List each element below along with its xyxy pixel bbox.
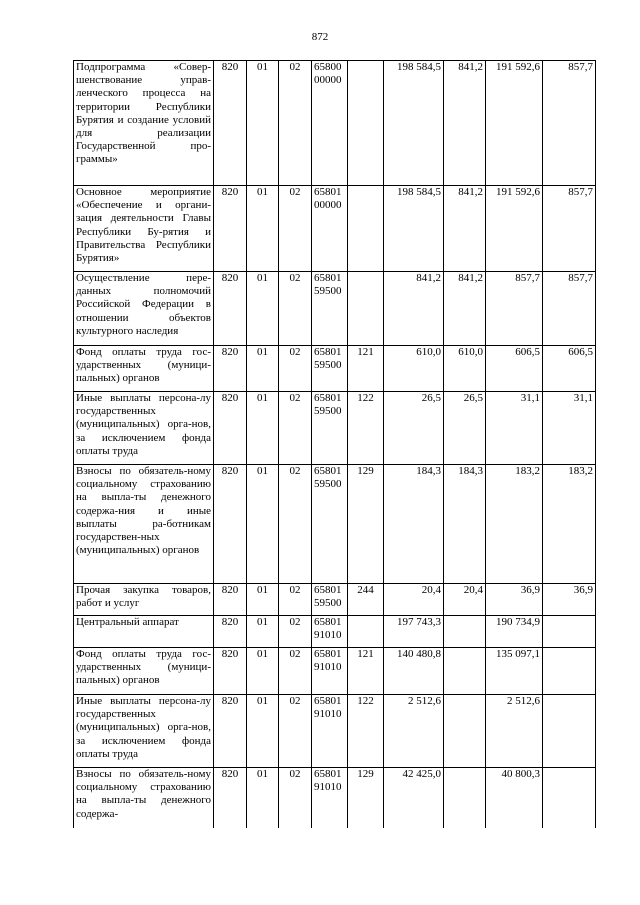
amount-3: 606,5 xyxy=(486,346,543,392)
subsection-code: 02 xyxy=(279,648,312,695)
ved-code: 820 xyxy=(214,392,247,465)
row-name: Подпрограмма «Совер-шенствование управ-ленческого процесса на территории Республики Бурятия и создание условий для реализации Государственной про-граммы» xyxy=(74,61,214,186)
amount-3: 36,9 xyxy=(486,584,543,616)
row-name: Фонд оплаты труда гос-ударственных (муници-пальных) органов xyxy=(74,648,214,695)
amount-3: 31,1 xyxy=(486,392,543,465)
expense-type-code xyxy=(348,272,384,346)
subsection-code: 02 xyxy=(279,346,312,392)
page-number: 872 xyxy=(311,31,329,43)
amount-4: 857,7 xyxy=(543,186,596,272)
amount-1: 184,3 xyxy=(384,465,444,584)
target-article-code: 65800 00000 xyxy=(312,61,348,186)
amount-1: 42 425,0 xyxy=(384,768,444,828)
target-article-code: 65801 91010 xyxy=(312,695,348,768)
amount-1: 140 480,8 xyxy=(384,648,444,695)
table-row xyxy=(74,61,596,186)
ved-code: 820 xyxy=(214,465,247,584)
section-code: 01 xyxy=(247,61,279,186)
ved-code: 820 xyxy=(214,768,247,828)
amount-4: 857,7 xyxy=(543,61,596,186)
amount-4 xyxy=(543,648,596,695)
amount-3: 191 592,6 xyxy=(486,186,543,272)
target-article-code: 65801 59500 xyxy=(312,392,348,465)
expense-type-code xyxy=(348,61,384,186)
row-name: Взносы по обязатель-ному социальному страхованию на выпла-ты денежного содержа-ния и иные выплаты ра-ботникам государствен-ных (муниципальных) органов xyxy=(74,465,214,584)
amount-3: 857,7 xyxy=(486,272,543,346)
budget-table xyxy=(73,60,596,828)
row-name: Центральный аппарат xyxy=(74,616,214,648)
section-code: 01 xyxy=(247,648,279,695)
target-article-code: 65801 59500 xyxy=(312,346,348,392)
amount-1: 610,0 xyxy=(384,346,444,392)
target-article-code: 65801 59500 xyxy=(312,584,348,616)
amount-1: 198 584,5 xyxy=(384,61,444,186)
subsection-code: 02 xyxy=(279,768,312,828)
amount-2 xyxy=(444,616,486,648)
amount-4 xyxy=(543,616,596,648)
expense-type-code: 129 xyxy=(348,768,384,828)
ved-code: 820 xyxy=(214,616,247,648)
expense-type-code: 122 xyxy=(348,392,384,465)
row-name: Прочая закупка товаров, работ и услуг xyxy=(74,584,214,616)
section-code: 01 xyxy=(247,465,279,584)
amount-3: 183,2 xyxy=(486,465,543,584)
target-article-code: 65801 00000 xyxy=(312,186,348,272)
amount-4: 606,5 xyxy=(543,346,596,392)
amount-3: 191 592,6 xyxy=(486,61,543,186)
table-row xyxy=(74,584,596,616)
amount-3: 2 512,6 xyxy=(486,695,543,768)
section-code: 01 xyxy=(247,616,279,648)
row-name: Основное мероприятие «Обеспечение и органи-зация деятельности Главы Республики Бу-рятия и Правительства Республики Бурятия» xyxy=(74,186,214,272)
table-row xyxy=(74,392,596,465)
table-row xyxy=(74,648,596,695)
amount-3: 40 800,3 xyxy=(486,768,543,828)
amount-4: 31,1 xyxy=(543,392,596,465)
ved-code: 820 xyxy=(214,186,247,272)
amount-3: 135 097,1 xyxy=(486,648,543,695)
expense-type-code: 122 xyxy=(348,695,384,768)
amount-2 xyxy=(444,695,486,768)
amount-1: 2 512,6 xyxy=(384,695,444,768)
amount-2 xyxy=(444,648,486,695)
amount-1: 198 584,5 xyxy=(384,186,444,272)
subsection-code: 02 xyxy=(279,186,312,272)
ved-code: 820 xyxy=(214,584,247,616)
amount-3: 190 734,9 xyxy=(486,616,543,648)
amount-2: 841,2 xyxy=(444,272,486,346)
section-code: 01 xyxy=(247,768,279,828)
target-article-code: 65801 59500 xyxy=(312,465,348,584)
subsection-code: 02 xyxy=(279,61,312,186)
subsection-code: 02 xyxy=(279,392,312,465)
expense-type-code: 129 xyxy=(348,465,384,584)
ved-code: 820 xyxy=(214,695,247,768)
amount-2: 20,4 xyxy=(444,584,486,616)
subsection-code: 02 xyxy=(279,695,312,768)
amount-4: 36,9 xyxy=(543,584,596,616)
section-code: 01 xyxy=(247,392,279,465)
ved-code: 820 xyxy=(214,346,247,392)
amount-4 xyxy=(543,768,596,828)
amount-1: 20,4 xyxy=(384,584,444,616)
target-article-code: 65801 91010 xyxy=(312,616,348,648)
table-row xyxy=(74,616,596,648)
amount-1: 197 743,3 xyxy=(384,616,444,648)
amount-2: 610,0 xyxy=(444,346,486,392)
section-code: 01 xyxy=(247,272,279,346)
expense-type-code: 121 xyxy=(348,648,384,695)
amount-4: 183,2 xyxy=(543,465,596,584)
amount-2: 184,3 xyxy=(444,465,486,584)
section-code: 01 xyxy=(247,346,279,392)
subsection-code: 02 xyxy=(279,465,312,584)
table-row xyxy=(74,346,596,392)
target-article-code: 65801 91010 xyxy=(312,768,348,828)
ved-code: 820 xyxy=(214,272,247,346)
amount-2: 841,2 xyxy=(444,186,486,272)
table-row xyxy=(74,768,596,828)
ved-code: 820 xyxy=(214,61,247,186)
ved-code: 820 xyxy=(214,648,247,695)
expense-type-code xyxy=(348,186,384,272)
expense-type-code: 244 xyxy=(348,584,384,616)
row-name: Взносы по обязатель-ному социальному страхованию на выпла-ты денежного содержа- xyxy=(74,768,214,828)
amount-1: 841,2 xyxy=(384,272,444,346)
target-article-code: 65801 59500 xyxy=(312,272,348,346)
row-name: Осуществление пере-данных полномочий Российской Федерации в отношении объектов культурного наследия xyxy=(74,272,214,346)
expense-type-code: 121 xyxy=(348,346,384,392)
amount-2 xyxy=(444,768,486,828)
amount-4 xyxy=(543,695,596,768)
target-article-code: 65801 91010 xyxy=(312,648,348,695)
amount-1: 26,5 xyxy=(384,392,444,465)
table-row xyxy=(74,272,596,346)
table-row xyxy=(74,695,596,768)
section-code: 01 xyxy=(247,695,279,768)
table-row xyxy=(74,465,596,584)
row-name: Иные выплаты персона-лу государственных (муниципальных) орга-нов, за исключением фонда оплаты труда xyxy=(74,695,214,768)
subsection-code: 02 xyxy=(279,272,312,346)
row-name: Иные выплаты персона-лу государственных (муниципальных) орга-нов, за исключением фонда оплаты труда xyxy=(74,392,214,465)
expense-type-code xyxy=(348,616,384,648)
table-row xyxy=(74,186,596,272)
section-code: 01 xyxy=(247,584,279,616)
subsection-code: 02 xyxy=(279,584,312,616)
amount-4: 857,7 xyxy=(543,272,596,346)
section-code: 01 xyxy=(247,186,279,272)
row-name: Фонд оплаты труда гос-ударственных (муници-пальных) органов xyxy=(74,346,214,392)
amount-2: 841,2 xyxy=(444,61,486,186)
amount-2: 26,5 xyxy=(444,392,486,465)
subsection-code: 02 xyxy=(279,616,312,648)
